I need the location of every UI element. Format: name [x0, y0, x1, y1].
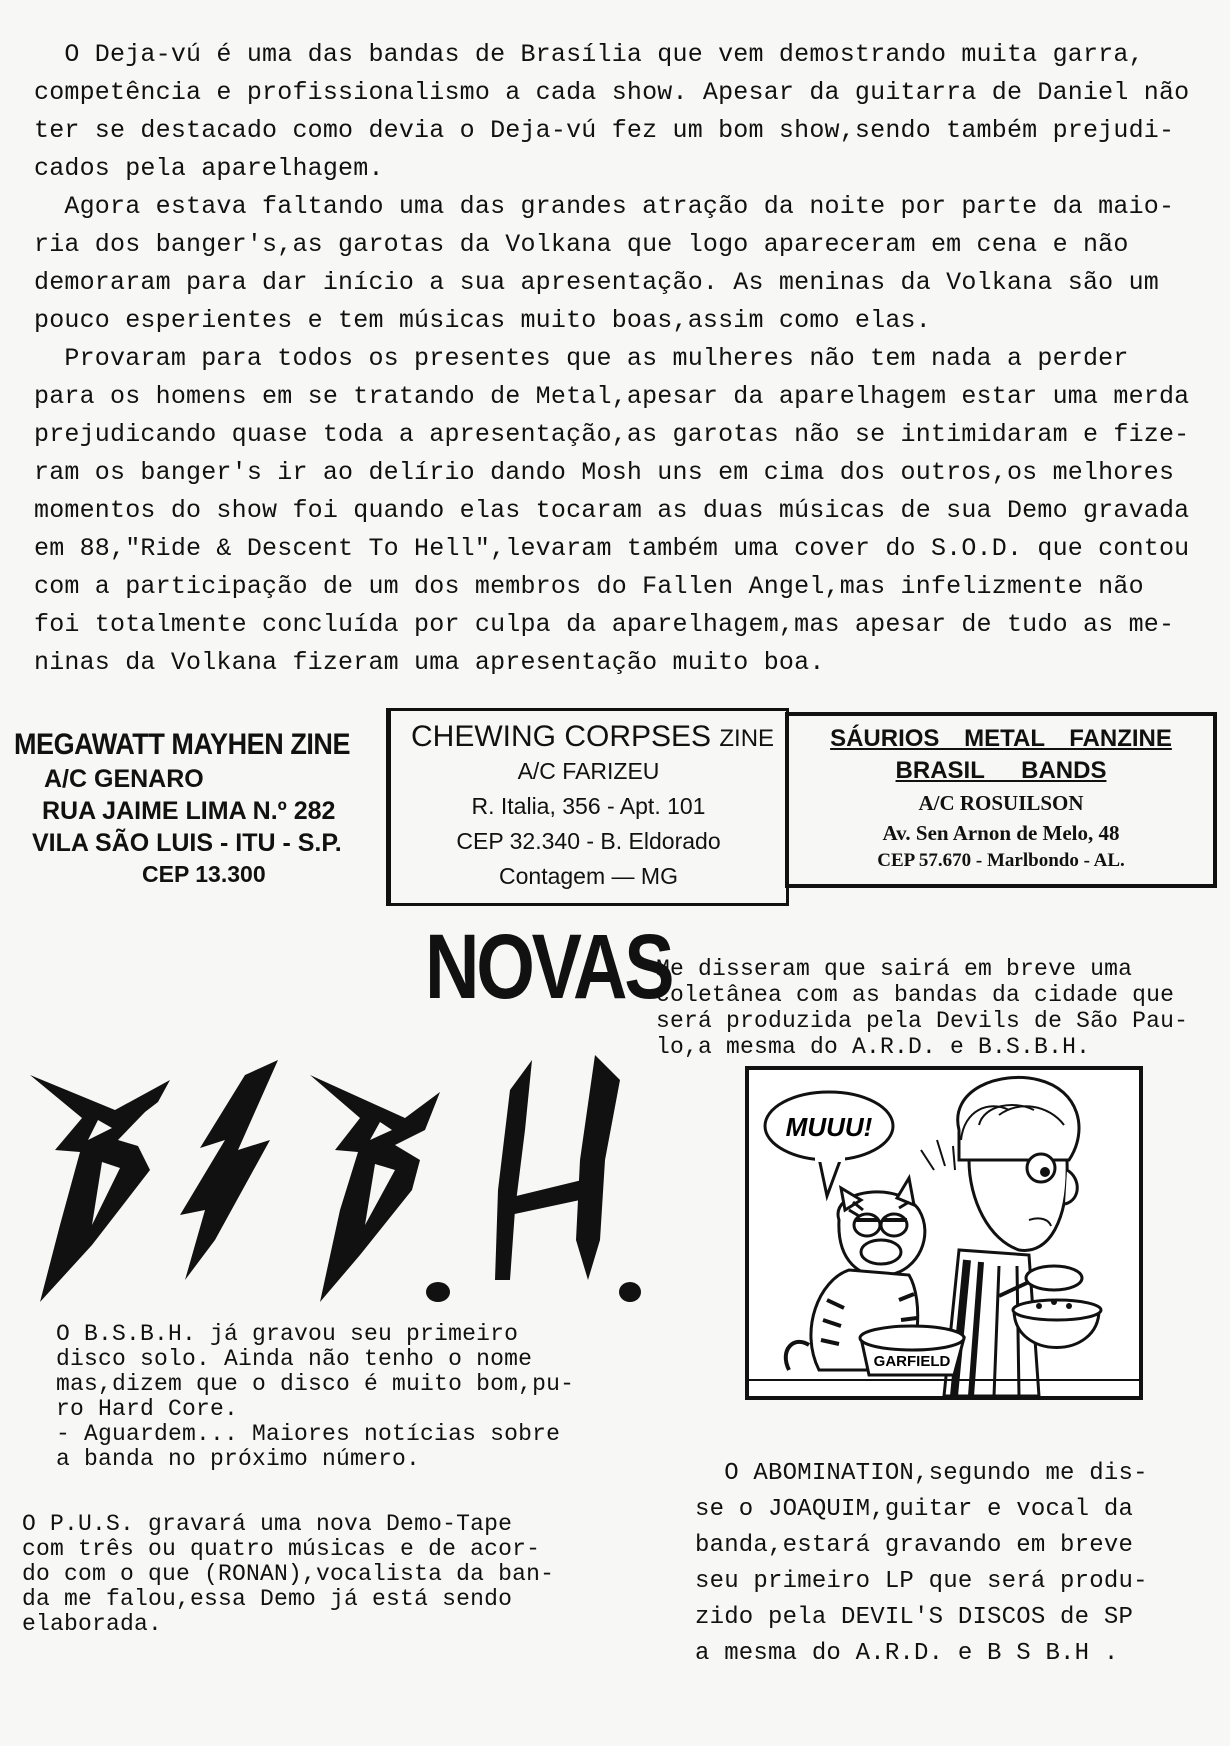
saurios-line2: Av. Sen Arnon de Melo, 48 [882, 821, 1120, 845]
saurios-address [785, 712, 1217, 888]
megawatt-title: MEGAWATT MAYHEN ZINE [14, 728, 351, 761]
article-paragraph-1: O Deja-vú é uma das bandas de Brasília que vem demostrando muita garra, competência e profissionalismo a cada show. Apesar da guitarra de Daniel não ter se destacado como devia o Deja-vú fez um bom show,sendo também prejudi- cados pela aparelhagem. [34, 40, 1190, 183]
chewing-title-suffix: ZINE [719, 725, 775, 752]
garfield-comic-panel [745, 1066, 1143, 1400]
chewing-title: CHEWING CORPSES [411, 720, 712, 753]
megawatt-line3: VILA SÃO LUIS - ITU - S.P. [32, 829, 342, 857]
chewing-line3: CEP 32.340 - B. Eldorado [456, 828, 721, 854]
chewing-line1: A/C FARIZEU [517, 758, 660, 784]
megawatt-line1: A/C GENARO [44, 765, 204, 793]
saurios-line3: CEP 57.670 - Marlbondo - AL. [877, 850, 1125, 871]
bsbh-logo [20, 1040, 650, 1310]
saurios-title1: SÁURIOS METAL FANZINE [830, 725, 1172, 752]
chewing-line2: R. Italia, 356 - Apt. 101 [471, 793, 706, 819]
comic-bowl-label: GARFIELD [873, 1353, 951, 1370]
abomination-news: O ABOMINATION,segundo me dis- se o JOAQUIM,guitar e vocal da banda,estará gravando em breve seu primeiro LP que será produ- zido pela DEVIL'S DISCOS de SP a mesma do A.R.D. e B S B.H . [695, 1460, 1148, 1667]
comic-speech-text: MUUU! [785, 1112, 873, 1142]
chewing-corpses-address [386, 708, 789, 906]
megawatt-address [14, 728, 386, 888]
article-paragraph-3: Provaram para todos os presentes que as mulheres não tem nada a perder para os homens em se tratando de Metal,apesar da aparelhagem estar uma merda prejudicando quase toda a apresentação,as garotas não se intimidaram e fize- ram os banger's ir ao delírio dando Mosh uns em cima dos outros,os melhores momentos do show foi quando elas tocaram as duas músicas de sua Demo gravada em 88,"Ride & Descent To Hell",levaram também uma cover do S.O.D. que contou com a participação de um dos membros do Fallen Angel,mas infelizmente não foi totalmente concluída por culpa da aparelhagem,mas apesar de tudo as me- ninas da Volkana fizeram uma apresentação muito boa. [34, 344, 1190, 677]
pus-news: O P.U.S. gravará uma nova Demo-Tape com três ou quatro músicas e de acor- do com o que (RONAN),vocalista da ban- da me falou,essa Demo já está sendo elaborada. [22, 1511, 555, 1637]
bsbh-news: O B.S.B.H. já gravou seu primeiro disco solo. Ainda não tenho o nome mas,dizem que o disco é muito bom,pu- ro Hard Core. - Aguardem... Maiores notícias sobre a banda no próximo número. [56, 1321, 575, 1472]
coletanea-news: Me disseram que sairá em breve uma coletânea com as bandas da cidade que será produzida pela Devils de São Pau- lo,a mesma do A.R.D. e B.S.B.H. [656, 956, 1189, 1060]
megawatt-line4: CEP 13.300 [142, 861, 266, 887]
saurios-line1: A/C ROSUILSON [918, 791, 1084, 815]
novas-heading: NOVAS [425, 916, 672, 1018]
megawatt-line2: RUA JAIME LIMA N.º 282 [42, 797, 336, 825]
chewing-line4: Contagem — MG [499, 863, 678, 889]
saurios-title2: BRASIL BANDS [895, 757, 1107, 784]
article-paragraph-2: Agora estava faltando uma das grandes atração da noite por parte da maio- ria dos banger's,as garotas da Volkana que logo apareceram em cena e não demoraram para dar início a sua apresentação. As meninas da Volkana são um pouco esperientes e tem músicas muito boas,assim como elas. [34, 192, 1175, 335]
garfield-comic-drawing [749, 1070, 1139, 1396]
